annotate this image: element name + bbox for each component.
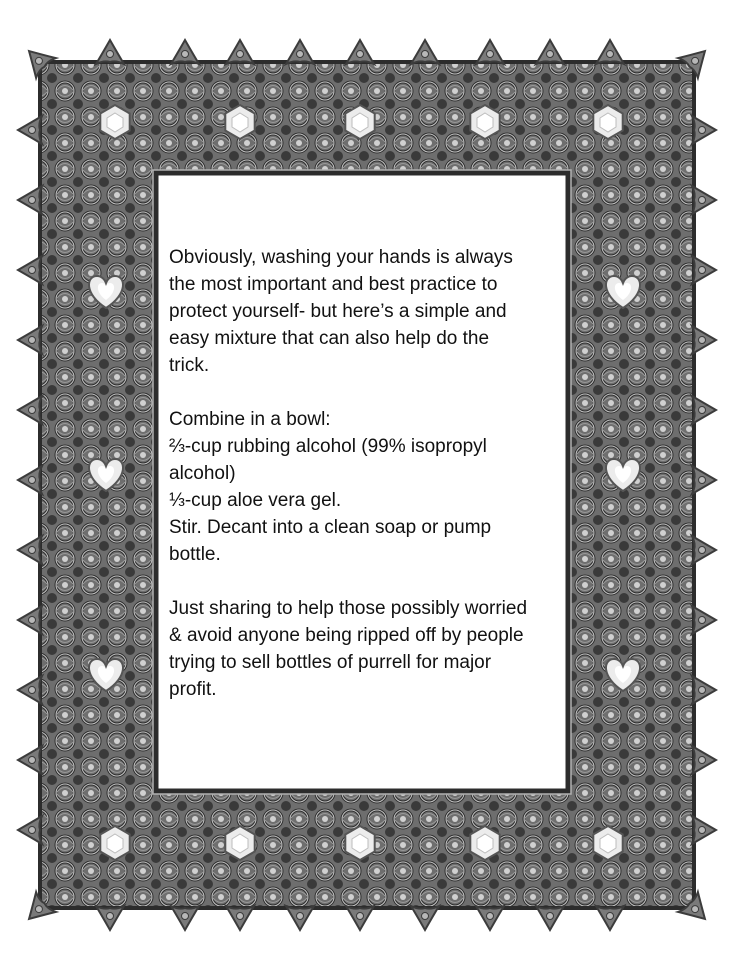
closing-line: & avoid anyone being ripped off by people [169,625,524,646]
finial-ornament-icon [692,536,716,564]
finial-ornament-icon [536,40,564,64]
intro-line: the most important and best practice to [169,274,498,295]
recipe-line: alcohol) [169,463,236,484]
finial-ornament-icon [346,906,374,930]
finial-ornament-icon [18,116,42,144]
finial-ornament-icon [692,816,716,844]
finial-ornament-icon [18,816,42,844]
finial-ornament-icon [18,256,42,284]
finial-ornament-icon [346,40,374,64]
finial-ornament-icon [18,676,42,704]
finial-ornament-icon [226,906,254,930]
finial-ornament-icon [596,906,624,930]
finial-ornament-icon [692,326,716,354]
finial-ornament-icon [476,906,504,930]
finial-ornament-icon [18,396,42,424]
hexagon-gem-icon [593,105,622,139]
finial-ornament-icon [18,466,42,494]
closing-line: Just sharing to help those possibly worried [169,598,528,619]
closing-line: profit. [169,679,217,700]
recipe-line: Combine in a bowl: [169,409,331,430]
finial-ornament-icon [411,906,439,930]
finial-ornament-icon [286,906,314,930]
recipe-line: ⅓-cup aloe vera gel. [169,490,342,511]
intro-line: protect yourself- but here’s a simple and [169,301,507,322]
hexagon-gem-icon [225,826,254,860]
finial-ornament-icon [171,40,199,64]
finial-ornament-icon [18,536,42,564]
recipe-line: bottle. [169,544,221,565]
finial-ornament-icon [226,40,254,64]
message-text [169,244,569,703]
finial-ornament-icon [692,256,716,284]
intro-line: trick. [169,355,210,376]
finial-ornament-icon [96,906,124,930]
closing-line: trying to sell bottles of purrell for major [169,652,492,673]
hexagon-gem-icon [100,105,129,139]
finial-ornament-icon [286,40,314,64]
finial-ornament-icon [692,396,716,424]
hexagon-gem-icon [593,826,622,860]
hexagon-gem-icon [470,826,499,860]
intro-line: Obviously, washing your hands is always [169,247,513,268]
finial-ornament-icon [476,40,504,64]
finial-ornament-icon [536,906,564,930]
recipe-line: ⅔-cup rubbing alcohol (99% isopropyl [169,436,487,457]
finial-ornament-icon [18,606,42,634]
finial-ornament-icon [692,116,716,144]
finial-ornament-icon [596,40,624,64]
finial-ornament-icon [18,746,42,774]
finial-ornament-icon [692,606,716,634]
finial-ornament-icon [692,186,716,214]
closing-paragraph [169,595,569,703]
intro-paragraph [169,244,569,379]
recipe-paragraph [169,406,569,568]
finial-ornament-icon [171,906,199,930]
finial-ornament-icon [692,466,716,494]
hexagon-gem-icon [345,105,374,139]
hexagon-gem-icon [345,826,374,860]
finial-ornament-icon [411,40,439,64]
intro-line: easy mixture that can also help do the [169,328,490,349]
hexagon-gem-icon [100,826,129,860]
finial-ornament-icon [96,40,124,64]
finial-ornament-icon [18,186,42,214]
hexagon-gem-icon [470,105,499,139]
recipe-line: Stir. Decant into a clean soap or pump [169,517,492,538]
finial-ornament-icon [18,326,42,354]
finial-ornament-icon [692,676,716,704]
finial-ornament-icon [692,746,716,774]
hexagon-gem-icon [225,105,254,139]
